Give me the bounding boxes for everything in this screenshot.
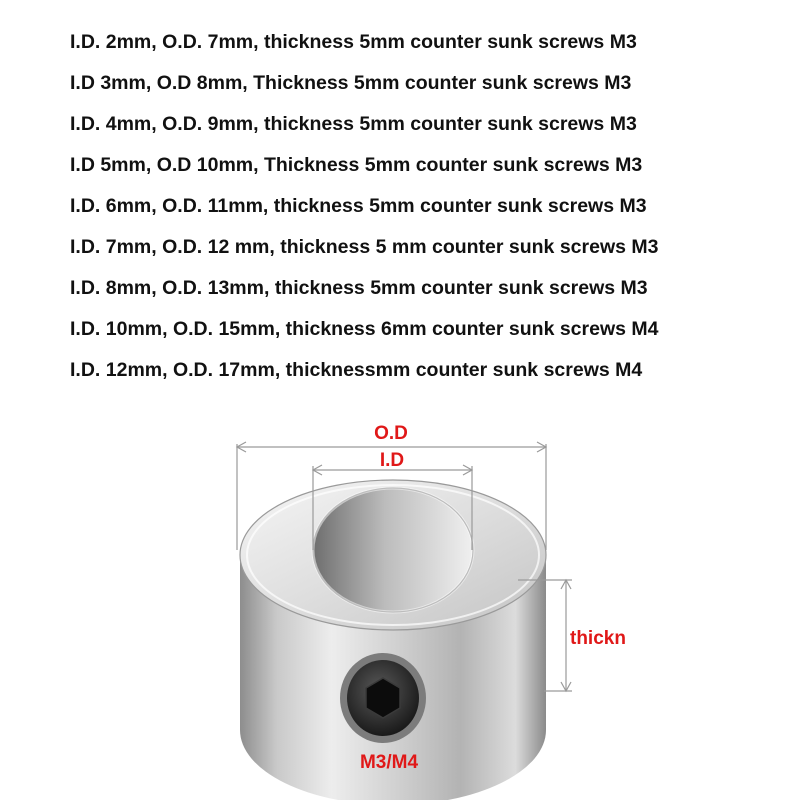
od-label: O.D [374, 423, 408, 444]
id-label: I.D [379, 450, 405, 471]
screw-label: M3/M4 [359, 752, 419, 773]
shaft-collar-diagram [0, 400, 800, 800]
spec-line: I.D. 8mm, O.D. 13mm, thickness 5mm counter sunk screws M3 [70, 277, 648, 299]
spec-line: I.D. 7mm, O.D. 12 mm, thickness 5 mm counter sunk screws M3 [70, 236, 659, 258]
spec-line: I.D 5mm, O.D 10mm, Thickness 5mm counter sunk screws M3 [70, 154, 643, 176]
spec-line: I.D. 10mm, O.D. 15mm, thickness 6mm counter sunk screws M4 [70, 318, 659, 340]
thickness-label: thickn [570, 628, 626, 649]
spec-line: I.D. 2mm, O.D. 7mm, thickness 5mm counter sunk screws M3 [70, 31, 637, 53]
spec-list [70, 22, 658, 391]
spec-line: I.D 3mm, O.D 8mm, Thickness 5mm counter sunk screws M3 [70, 72, 632, 94]
set-screw-icon [340, 653, 426, 743]
spec-line: I.D. 6mm, O.D. 11mm, thickness 5mm counter sunk screws M3 [70, 195, 647, 217]
spec-line: I.D. 12mm, O.D. 17mm, thicknessmm counter sunk screws M4 [70, 359, 643, 381]
spec-line: I.D. 4mm, O.D. 9mm, thickness 5mm counter sunk screws M3 [70, 113, 637, 135]
